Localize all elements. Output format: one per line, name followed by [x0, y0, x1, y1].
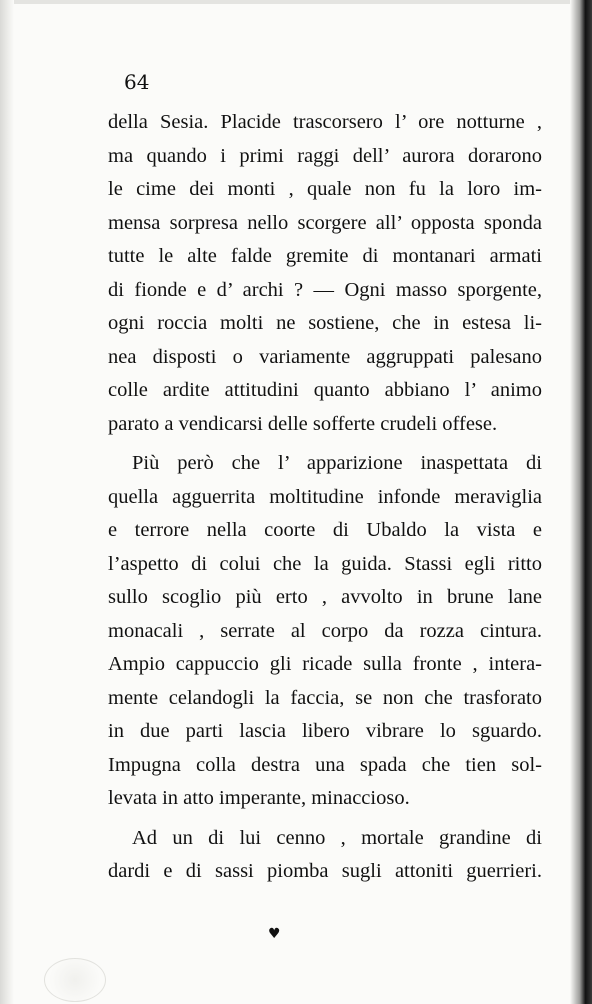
text-line: parato a vendicarsi delle sofferte crudeli offese.: [108, 412, 498, 435]
text-line: Ampio cappuccio gli ricade sulla fronte , intera-: [108, 653, 542, 675]
text-line: colle ardite attitudini quanto abbiano l’ animo: [108, 379, 542, 401]
text-line: ma quando i primi raggi dell’ aurora dorarono: [108, 144, 542, 167]
ornament-icon: ♥: [268, 926, 281, 942]
text-line: ogni roccia molti ne sostiene, che in estesa li-: [108, 312, 542, 334]
text-line: di fionde e d’ archi ? — Ogni masso sporgente,: [108, 278, 542, 301]
text-line: le cime dei monti , quale non fu la loro im-: [108, 178, 542, 200]
text-line: Più però che l’ apparizione inaspettata di: [132, 452, 542, 474]
text-line: dardi e di sassi piomba sugli attoniti guerrieri.: [108, 860, 542, 882]
text-line: in due parti lascia libero vibrare lo sguardo.: [108, 720, 542, 742]
text-line: nea disposti o variamente aggruppati palesano: [108, 345, 542, 368]
page-top-edge: [0, 0, 592, 4]
book-spine-shadow: [570, 0, 592, 1004]
text-line: l’aspetto di colui che la guida. Stassi egli ritto: [108, 552, 542, 575]
text-line: mente celandogli la faccia, se non che trasforato: [108, 686, 542, 709]
paper-stain: [44, 958, 106, 1002]
body-text: [108, 106, 542, 889]
text-line: tutte le alte falde gremite di montanari armati: [108, 245, 542, 267]
text-line: della Sesia. Placide trascorsero l’ ore notturne ,: [108, 111, 542, 133]
text-line: mensa sorpresa nello scorgere all’ opposta sponda: [108, 211, 542, 234]
page-left-edge: [0, 0, 14, 1004]
text-line: levata in atto imperante, minaccioso.: [108, 787, 410, 809]
text-line: monacali , serrate al corpo da rozza cintura.: [108, 619, 542, 642]
page-number: 64: [124, 70, 150, 94]
text-line: sullo scoglio più erto , avvolto in brune lane: [108, 586, 542, 608]
text-line: Impugna colla destra una spada che tien sol-: [108, 753, 542, 776]
text-line: Ad un di lui cenno , mortale grandine di: [132, 826, 542, 849]
text-line: quella agguerrita moltitudine infonde meraviglia: [108, 485, 542, 508]
text-line: e terrore nella coorte di Ubaldo la vista e: [108, 519, 542, 541]
